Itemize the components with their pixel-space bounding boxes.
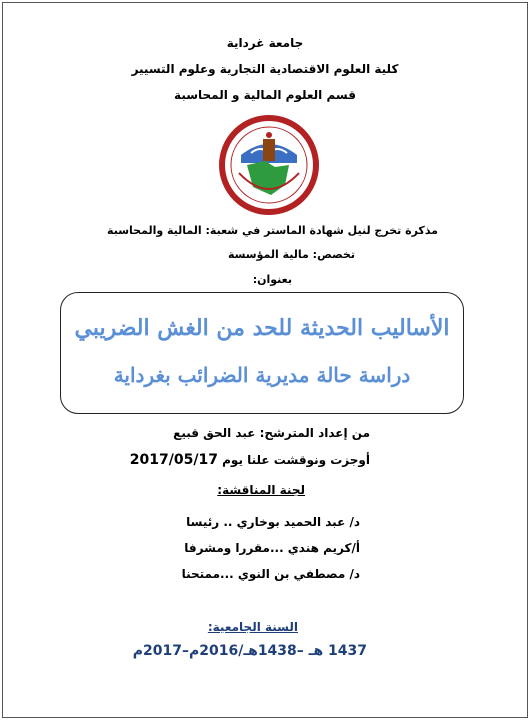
faculty-name: كلية العلوم الاقتصادية التجارية وعلوم التسيير: [131, 62, 399, 76]
thesis-purpose: مذكرة تخرج لنيل شهادة الماستر في شعبة: المالية والمحاسبة: [107, 224, 438, 237]
defense-line: [130, 452, 370, 468]
committee-member: د/ عبد الحميد بوخاري .. رئيسا: [186, 515, 360, 529]
university-seal-icon: [219, 115, 319, 215]
title-label: بعنوان:: [252, 273, 292, 286]
university-name: جامعة غرداية: [226, 36, 304, 50]
academic-year-value: 1437 هـ –1438هـ/2016م–2017م: [132, 643, 367, 659]
thesis-title-line2: دراسة حالة مديرية الضرائب بغرداية: [113, 363, 411, 387]
committee-member: أ/كريم هندي ...مقررا ومشرفا: [184, 541, 360, 555]
defense-prefix: أوجزت ونوقشت علنا يوم: [222, 453, 370, 467]
department-name: قسم العلوم المالية و المحاسبة: [174, 88, 356, 102]
academic-year-label: السنة الجامعية:: [207, 620, 298, 634]
defense-date: 2017/05/17: [129, 452, 218, 468]
committee-label: لجنة المناقشة:: [217, 483, 305, 497]
thesis-specialty: تخصص: مالية المؤسسة: [227, 248, 355, 261]
thesis-title-line1: الأساليب الحديثة للحد من الغش الضريبي: [74, 315, 450, 341]
prepared-by: من إعداد المترشح: عبد الحق قبيع: [173, 426, 370, 440]
title-box: [60, 292, 464, 414]
committee-member: د/ مصطفي بن النوي ...ممتحنا: [181, 567, 360, 581]
